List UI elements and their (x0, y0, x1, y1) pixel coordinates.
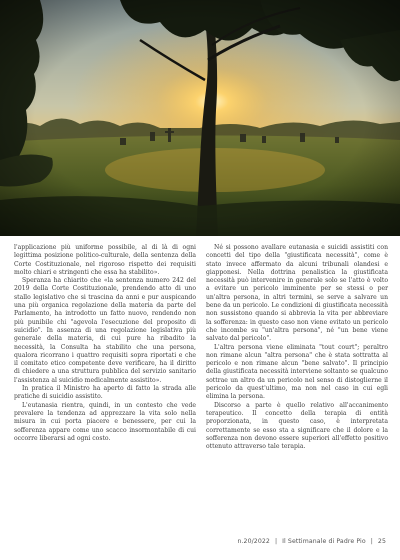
article-right-column (206, 244, 388, 528)
photo-illustration (0, 0, 400, 236)
issue-number: n.20/2022 (237, 538, 270, 545)
page-number: 25 (377, 538, 386, 545)
paragraph: Né si possono avallare eutanasia e suicidi assistiti con concetti del tipo della "giustificata necessità", come è stato invece affermato da alcuni tribunali olandesi e giapponesi. Nella dottrina penalistica la giustificata necessità può intervenire in generale solo se l'atto è volto a evitare un pericolo imminente per se stessi o per un'altra persona, in altri termini, se serve a salvare un bene da un pericolo. Le condizioni di giustificata necessità non sussistono quando si abbrevia la vita per abbreviare la sofferenza: in questo caso non viene evitato un pericolo che incombe su "un'altra persona", né "un bene viene salvato dal pericolo". (206, 244, 388, 343)
paragraph: Speranza ha chiarito che «la sentenza numero 242 del 2019 della Corte Costituzionale, prendendo atto di uno stallo legislativo che si trascina da anni e pur auspicando una più organica regolazione della materia da parte del Parlamento, ha introdotto un fatto nuovo, rendendo non più punibile chi "agevola l'esecuzione del proposito di suicidio". In assenza di una regolazione legislativa più generale della materia, di cui pure ha ribadito la necessità, la Consulta ha stabilito che una persona, qualora ricorrano i quattro requisiti sopra riportati e che il comitato etico competente deve verificare, ha il diritto di chiedere a una struttura pubblica del servizio sanitario l'assistenza al suicidio medicalmente assistito». (14, 277, 196, 384)
paragraph: In pratica il Ministro ha aperto di fatto la strada alle pratiche di suicidio assistito. (14, 385, 196, 401)
publication-name: Il Settimanale di Padre Pio (282, 538, 366, 545)
article-body (14, 244, 388, 528)
paragraph: L'altra persona viene eliminata "tout court"; peraltro non rimane alcun "altra persona" che è stata sottratta al pericolo e non rimane alcun "bene salvato". Il principio della giustificata necessità interviene soltanto se qualcuno sottrae un altro da un pericolo nel senso di distoglierne il pericolo da quest'ultimo, ma non nel caso in cui egli elimina la persona. (206, 343, 388, 401)
cemetery-sunrise-photo (0, 0, 400, 236)
footer-separator: | (370, 538, 373, 545)
paragraph: l'applicazione più uniforme possibile, al di là di ogni legittima posizione politico-culturale, della sentenza della Corte Costituzionale, nel rigoroso rispetto dei requisiti molto chiari e stringenti che essa ha stabilito». (14, 244, 196, 276)
paragraph: Discorso a parte è quello relativo all'accanimento terapeutico. Il concetto della terapia di entità proporzionata, in questo caso, è interpretata correttamente se esso sta a significare che il dolore e la sofferenza non devono essere superiori all'effetto positivo ottenuto attraverso tale terapia. (206, 401, 388, 451)
article-left-column (14, 244, 196, 528)
footer-separator: | (274, 538, 278, 545)
page-footer (237, 538, 386, 545)
paragraph: L'eutanasia rientra, quindi, in un contesto che vede prevalere la tendenza ad apprezzare la vita solo nella misura in cui porta piacere e benessere, per cui la sofferenza appare come uno scacco insormontabile di cui occorre liberarsi ad ogni costo. (14, 401, 196, 442)
